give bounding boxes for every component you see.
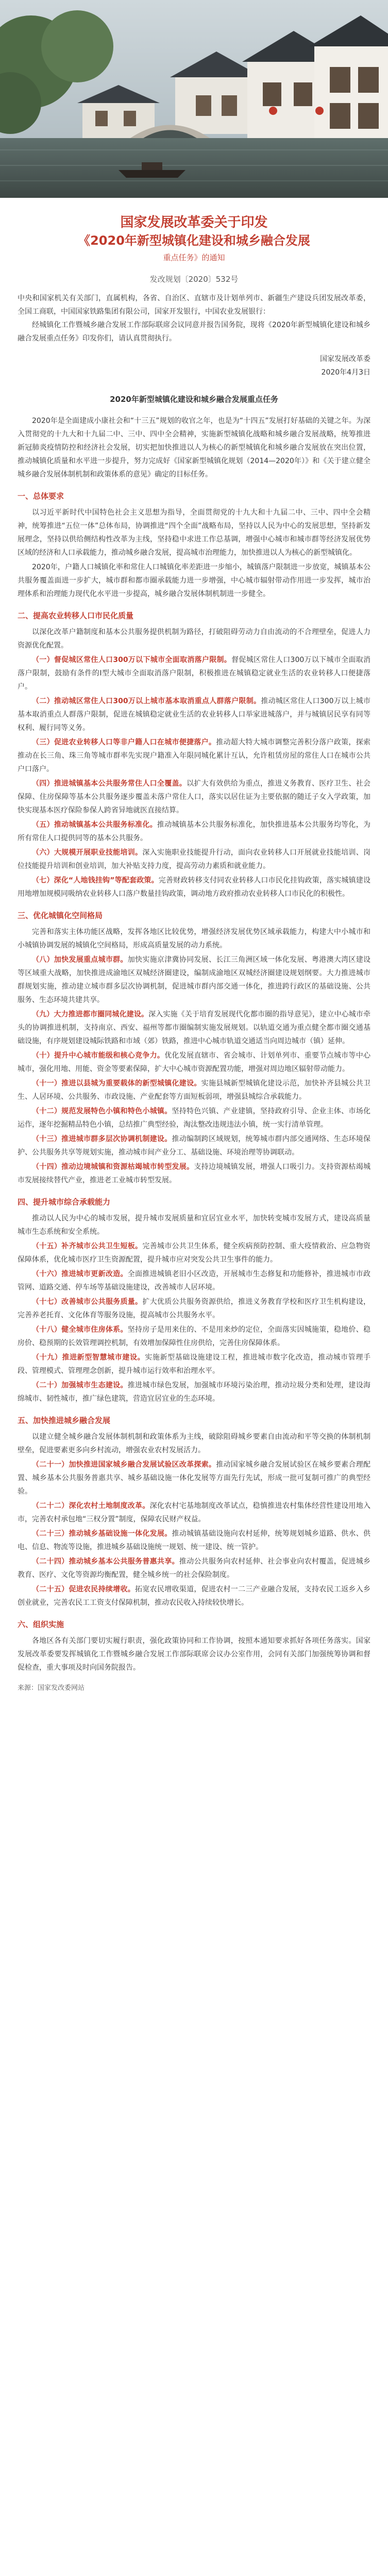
section-paragraph: [18, 953, 370, 1007]
red-lantern: [269, 107, 277, 115]
task-lead: （十三）推进城市群多层次协调机制建设。: [32, 1135, 172, 1143]
section-heading: 四、提升城市综合承载能力: [18, 1197, 111, 1207]
section-paragraph: [18, 777, 370, 817]
header-photo: [0, 0, 388, 198]
task-lead: （二十）加强城市生态建设。: [32, 1381, 128, 1389]
task-text: 实施县城新型城镇化建设示范，加快补齐县城公共卫生、人居环境、公共服务、市政设施、产业配套等方面短板弱项，增强县城综合承载能力。: [18, 1079, 371, 1101]
section-paragraph: [18, 874, 370, 901]
section-paragraph: [18, 1583, 370, 1609]
annex-title: 2020年新型城镇化建设和城乡融合发展重点任务: [110, 395, 278, 404]
section-paragraph: [18, 625, 370, 652]
section-heading: 三、优化城镇化空间格局: [18, 911, 103, 920]
doc-tag: 重点任务》的通知: [163, 253, 225, 262]
task-lead: （三）促进农业转移人口等非户籍人口在城市便捷落户。: [32, 738, 216, 747]
task-lead: （七）深化“人地钱挂钩”等配套政策。: [32, 876, 159, 885]
task-text: 推进城市绿色发展，加强城市环境污染治理，推动垃圾分类和处理，建设海绵城市、韧性城市，推广绿色建筑，营造宜居宜业的生态环境。: [18, 1381, 371, 1403]
task-text: 全面推进城镇老旧小区改造，开展城市生态修复和功能修补，推进城市市政管网、道路交通、停车场等基础设施建设，改善城市人居环境。: [18, 1270, 371, 1292]
source-line: 来源：国家发改委网站: [18, 1684, 85, 1692]
task-text: 推动以人民为中心的城市发展，提升城市发展质量和宜居宜业水平，加快转变城市发展方式，建设高质量城市生态系统和安全系统。: [18, 1214, 370, 1236]
task-text: 督促城区常住人口300万以下城市全面取消落户限制，鼓励有条件的I型大城市全面取消落户限制，积极推进在城镇稳定就业生活的农业转移人口便捷落户。: [18, 656, 370, 691]
section-paragraph: [18, 1379, 370, 1405]
annex-intro-paragraph: 2020年是全面建成小康社会和“十三五”规划的收官之年，也是为“十四五”发展打好基础的关键之年。为深入贯彻党的十九大和十九届二中、三中、四中全会精神，实施新型城镇化战略和城乡融合发展战略，统筹推进新冠肺炎疫情防控和经济社会发展，切实把加快推进以人为核心的新型城镇化和城乡融合发展放在突出位置，推动城镇化质量和水平进一步提升，努力完成好《国家新型城镇化规划（2014—2020年）》和《关于建立健全城乡融合发展体制机制和政策体系的意见》确定的目标任务。: [18, 417, 370, 479]
section-paragraph: [18, 1160, 370, 1187]
boat: [119, 170, 185, 178]
sign-date: 2020年4月3日: [321, 368, 370, 377]
task-lead: （十）提升中心城市能级和核心竞争力。: [32, 1052, 165, 1060]
section-paragraph: [18, 818, 370, 845]
task-text: 坚持房子是用来住的、不是用来炒的定位，全面落实因城施策，稳地价、稳房价、稳预期的长效管理调控机制，有效增加保障性住房供给，完善住房保障体系。: [18, 1326, 371, 1347]
task-text: 深化农村宅基地制度改革试点，稳慎推进农村集体经营性建设用地入市，完善农村承包地“三权分置”制度，保障农民财产权益。: [18, 1502, 371, 1523]
task-lead: （九）大力推进都市圈同城化建设。: [32, 1010, 149, 1019]
task-text: 扩大优质公共服务资源供给，推进义务教育学校和医疗卫生机构建设，完善养老托育、文化体育等服务设施，提高城市公共服务水平。: [18, 1298, 371, 1319]
section-paragraph: [18, 1212, 370, 1239]
task-text: 推动公共服务向农村延伸、社会事业向农村覆盖，促进城乡教育、医疗、文化等资源均衡配置，健全城乡统一的社会保险制度。: [18, 1557, 371, 1579]
task-lead: （二）推动城区常住人口300万以上城市基本取消重点人群落户限制。: [32, 697, 261, 705]
document-page: [0, 213, 388, 1694]
task-text: 以建立健全城乡融合发展体制机制和政策体系为主线，破除阻碍城乡要素自由流动和平等交换的体制机制壁垒，促进要素更多向乡村流动，增强农业农村发展活力。: [18, 1433, 370, 1454]
section-paragraph: [18, 1458, 370, 1498]
task-lead: （二十二）深化农村土地制度改革。: [32, 1502, 150, 1510]
task-text: 以深化改革户籍制度和基本公共服务提供机制为路径，打破阻碍劳动力自由流动的不合理壁垒，促进人力资源优化配置。: [18, 628, 370, 650]
task-text: 推动超大特大城市调整完善积分落户政策，探索推动在长三角、珠三角等城市群率先实现户籍准入年限同城化累计互认，允许租赁房屋的常住人口在城市公共户口落户。: [18, 738, 371, 773]
section-heading: 六、组织实施: [18, 1620, 64, 1629]
task-lead: （十七）改善城市公共服务质量。: [32, 1298, 143, 1306]
task-text: 推动城镇基础设施向农村延伸，统筹规划城乡道路、供水、供电、信息、物流等设施，推进城乡基础设施统一规划、统一建设、统一管护。: [18, 1530, 371, 1551]
task-text: 以扩大有效供给为重点，推进义务教育、医疗卫生、社会保障、住房保障等基本公共服务逐步覆盖未落户常住人口，落实以居住证为主要依据的随迁子女入学政策，加快实现基本医疗保险参保人跨省异地就医直接结算。: [18, 779, 371, 815]
addressee: 中央和国家机关有关部门，直属机构，各省、自治区、直辖市及计划单列市、新疆生产建设兵团发展改革委，全国工商联，中国国家铁路集团有限公司，国家开发银行，中国农业发展银行：: [18, 294, 370, 316]
task-text: 推动国家城乡融合发展试验区在城乡要素合理配置、城乡基本公共服务普惠共享、城乡基础设施一体化发展等方面先行先试，形成一批可复制可推广的典型经验。: [18, 1461, 371, 1496]
section-paragraph: [18, 506, 370, 560]
task-text: 2020年，户籍人口城镇化率和常住人口城镇化率差距进一步缩小，城镇落户限制进一步放宽，城镇基本公共服务覆盖面进一步扩大，城市群和都市圈承载能力进一步增强，中心城市辐射带动作用进一步发挥，城市治理体系和治理能力现代化水平进一步提高，城乡融合发展体制机制进一步健全。: [18, 563, 370, 598]
task-text: 以习近平新时代中国特色社会主义思想为指导，全面贯彻党的十九大和十九届二中、三中、四中全会精神，统筹推进“五位一体”总体布局，协调推进“四个全面”战略布局，坚持以人民为中心的发展思想，坚持新发展理念，坚持以供给侧结构性改革为主线，坚持稳中求进工作总基调，增强中心城市和城市群等经济发展优势区域的经济和人口承载能力，推动城乡融合发展，提高城市治理能力，加快推进以人为核心的新型城镇化。: [18, 509, 370, 557]
signer: 国家发展改革委: [320, 355, 370, 363]
task-lead: （八）加快发展重点城市群。: [32, 956, 128, 964]
task-lead: （十六）推进城市更新改造。: [32, 1270, 128, 1278]
task-text: 实施新型基础设施建设工程，推进城市数字化改造，推动城市管理手段、管理模式、管理理念创新，提升城市运行效率和治理水平。: [18, 1353, 371, 1375]
notice-body: 经城镇化工作暨城乡融合发展工作部际联席会议同意并报告国务院，现将《2020年新型城镇化建设和城乡融合发展重点任务》印发你们，请认真贯彻执行。: [18, 321, 370, 343]
task-text: 优化发展直辖市、省会城市、计划单列市、重要节点城市等中心城市，强化用地、用能、资金等要素保障，扩大中心城市资源配置功能，增强对周边地区辐射带动能力。: [18, 1052, 371, 1073]
task-lead: （十二）规范发展特色小镇和特色小城镇。: [32, 1107, 172, 1115]
section-paragraph: [18, 1499, 370, 1526]
doc-title: 国家发展改革委关于印发: [120, 215, 268, 230]
section-paragraph: [18, 846, 370, 873]
annex-sections: [18, 489, 370, 1674]
task-lead: （六）大规模开展职业技能培训。: [32, 849, 143, 857]
section-paragraph: [18, 1132, 370, 1159]
section-paragraph: [18, 736, 370, 776]
task-lead: （一）督促城区常住人口300万以下城市全面取消落户限制。: [32, 656, 232, 664]
task-lead: （四）推进城镇基本公共服务常住人口全覆盖。: [32, 779, 187, 788]
task-lead: （二十四）推动城乡基本公共服务普惠共享。: [32, 1557, 179, 1566]
task-text: 完善财政转移支付同农业转移人口市民化挂钩政策，落实城镇建设用地增加规模同吸纳农业转移人口落户数量挂钩政策，调动地方政府推动农业转移人口市民化的积极性。: [18, 876, 370, 898]
section-paragraph: [18, 1077, 370, 1104]
section-paragraph: [18, 1049, 370, 1076]
section-heading: 二、提高农业转移人口市民化质量: [18, 611, 134, 620]
task-lead: （十九）推进新型智慧城市建设。: [32, 1353, 145, 1362]
task-text: 坚持特色兴镇、产业建镇，坚持政府引导、企业主体、市场化运作，逐年挖掘精品特色小镇，总结推广典型经验，淘汰整改违规违法小镇，统一实行清单管理。: [18, 1107, 371, 1129]
task-lead: （二十一）加快推进国家城乡融合发展试验区改革探索。: [32, 1461, 216, 1469]
task-text: 完善和落实主体功能区战略，发挥各地区比较优势，增强经济发展优势区域承载能力，构建大中小城市和小城镇协调发展的城镇化空间格局，形成高质量发展的动力系统。: [18, 928, 370, 950]
section-paragraph: [18, 653, 370, 693]
task-lead: （十五）补齐城市公共卫生短板。: [32, 1242, 143, 1250]
section-paragraph: [18, 1430, 370, 1457]
section-paragraph: [18, 1267, 370, 1294]
water-town-illustration: [0, 0, 388, 198]
section-paragraph: [18, 1351, 370, 1378]
task-text: 推动城区常住人口300万以上城市基本取消重点人群落户限制，促进在城镇稳定就业生活的农业转移人口举家进城落户，并与城镇居民享有同等权利、履行同等义务。: [18, 697, 370, 732]
section-paragraph: [18, 1240, 370, 1266]
section-paragraph: [18, 1295, 370, 1322]
doc-subtitle: 《2020年新型城镇化建设和城乡融合发展: [78, 233, 310, 248]
task-text: 推动编制跨区域规划，统筹城市群内部交通网络、生态环境保护、公共服务共享等规划实施，推动城市间产业分工、基础设施、环境治理等协调联动。: [18, 1135, 371, 1157]
task-text: 支持边境城镇发展，增强人口吸引力。支持资源枯竭城市发展接续替代产业，推进老工业城市转型发展。: [18, 1163, 371, 1184]
task-lead: （二十三）推动城乡基础设施一体化发展。: [32, 1530, 172, 1538]
section-paragraph: [18, 694, 370, 735]
task-text: 深入实施《关于培育发展现代化都市圈的指导意见》，建立中心城市牵头的协调推进机制，支持南京、西安、福州等都市圈编制实施发展规划。以轨道交通为重点健全都市圈交通基础设施，有序规划建设城际铁路和市域（郊）铁路，推进中心城市轨道交通适当向周边城市（镇）延伸。: [18, 1010, 371, 1045]
doc-number: 发改规划〔2020〕532号: [149, 275, 239, 284]
task-text: 拓宽农民增收渠道，促进农村一二三产业融合发展，支持农民工返乡入乡创业就业，完善农民工工资支付保障机制，推动农民收入持续较快增长。: [18, 1585, 371, 1607]
task-text: 各地区各有关部门要切实履行职责，强化政策协同和工作协调，按照本通知要求抓好各项任务落实。国家发展改革委要发挥城镇化工作暨城乡融合发展工作部际联席会议办公室作用，会同有关部门加强统筹协调和督促检查，重大事项及时向国务院报告。: [18, 1637, 370, 1672]
task-text: 加快实施京津冀协同发展、长江三角洲区域一体化发展、粤港澳大湾区建设等区域重大战略，加快推进成渝地区双城经济圈建设，编制成渝地区双城经济圈建设规划纲要。大力推进城市群规划实施，推动建立城市群多层次协调机制，促进城市群内部交通一体化，推进跨行政区的基础设施、公共服务、生态环境共建共享。: [18, 956, 371, 1004]
section-paragraph: [18, 925, 370, 952]
task-lead: （二十五）促进农民持续增收。: [32, 1585, 136, 1594]
section-paragraph: [18, 561, 370, 601]
task-lead: （十一）推进以县城为重要载体的新型城镇化建设。: [32, 1079, 201, 1088]
section-paragraph: [18, 1105, 370, 1131]
annex-intro: [18, 414, 370, 481]
task-lead: （五）推动城镇基本公共服务标准化。: [32, 821, 157, 829]
section-heading: 一、总体要求: [18, 492, 64, 501]
task-text: 深入实施职业技能提升行动，面向农业转移人口开展就业技能培训、岗位技能提升培训和创业培训，加大补贴支持力度，提高劳动力素质和就业能力。: [18, 849, 371, 870]
task-lead: （十八）健全城市住房体系。: [32, 1326, 128, 1334]
section-paragraph: [18, 1323, 370, 1350]
task-lead: （十四）推动边境城镇和资源枯竭城市转型发展。: [32, 1163, 194, 1171]
task-text: 完善城市公共卫生体系，健全疾病预防控制、重大疫情救治、应急物资保障体系，优化城市医疗卫生资源配置，提升城市应对突发公共卫生事件的能力。: [18, 1242, 371, 1264]
section-paragraph: [18, 1527, 370, 1554]
section-heading: 五、加快推进城乡融合发展: [18, 1416, 111, 1425]
section-paragraph: [18, 1634, 370, 1674]
task-text: 推动城镇基本公共服务标准化，加快推进基本公共服务均等化，为所有常住人口提供同等的基本公共服务。: [18, 821, 371, 842]
section-paragraph: [18, 1008, 370, 1048]
section-paragraph: [18, 1555, 370, 1582]
